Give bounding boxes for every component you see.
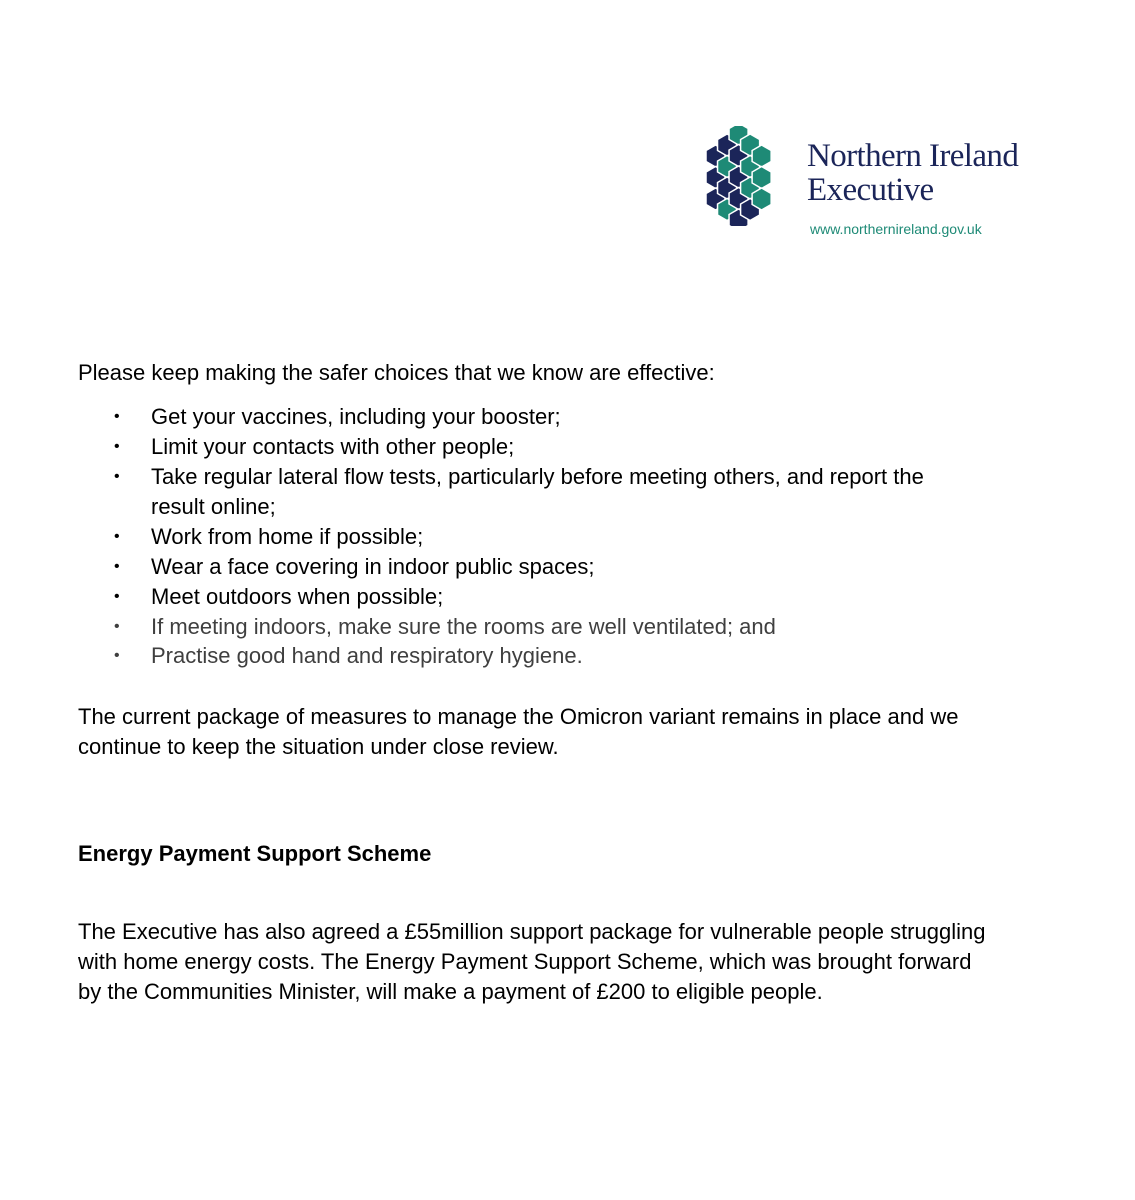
bullet-icon: • — [114, 618, 120, 635]
logo-hexagon — [752, 167, 771, 189]
list-item: • Work from home if possible; — [78, 522, 981, 552]
logo-hexagon — [752, 188, 771, 210]
bullet-icon: • — [114, 408, 120, 425]
logo-title — [807, 140, 1018, 207]
bullet-icon: • — [114, 438, 120, 455]
logo-title-line1: Northern Ireland — [807, 138, 1019, 174]
list-item: • Get your vaccines, including your booster; — [78, 402, 981, 432]
scheme-paragraph: The Executive has also agreed a £55million support package for vulnerable people struggling with home energy costs. The Energy Payment Support Scheme, which was brought forward by the Communities Minister, will make a payment of £200 to eligible people. — [78, 919, 986, 1004]
measures-paragraph: The current package of measures to manage the Omicron variant remains in place and we continue to keep the situation under close review. — [78, 704, 959, 759]
document-body — [78, 358, 998, 1007]
logo-title-line2: Executive — [807, 172, 934, 208]
hexagon-cluster-icon — [706, 126, 790, 226]
list-item: • Limit your contacts with other people; — [78, 432, 981, 462]
list-item: • Practise good hand and respiratory hygiene. — [114, 643, 583, 668]
bullet-icon: • — [114, 468, 120, 485]
logo-url: www.northernireland.gov.uk — [810, 221, 982, 237]
list-item: • If meeting indoors, make sure the rooms are well ventilated; and — [114, 614, 776, 639]
section-heading: Energy Payment Support Scheme — [78, 841, 432, 866]
bullet-icon: • — [114, 528, 120, 545]
bullet-icon: • — [114, 588, 120, 605]
list-item: • Take regular lateral flow tests, particularly before meeting others, and report the result online; — [114, 464, 924, 519]
safer-choices-list — [78, 402, 998, 670]
list-item: • Wear a face covering in indoor public spaces; — [78, 552, 981, 582]
northern-ireland-executive-logo — [706, 126, 1066, 238]
list-item: • Meet outdoors when possible; — [78, 582, 981, 612]
bullet-icon: • — [114, 558, 120, 575]
intro-paragraph: Please keep making the safer choices that we know are effective: — [78, 360, 715, 385]
logo-hexagon — [752, 145, 771, 167]
bullet-icon: • — [114, 647, 120, 664]
